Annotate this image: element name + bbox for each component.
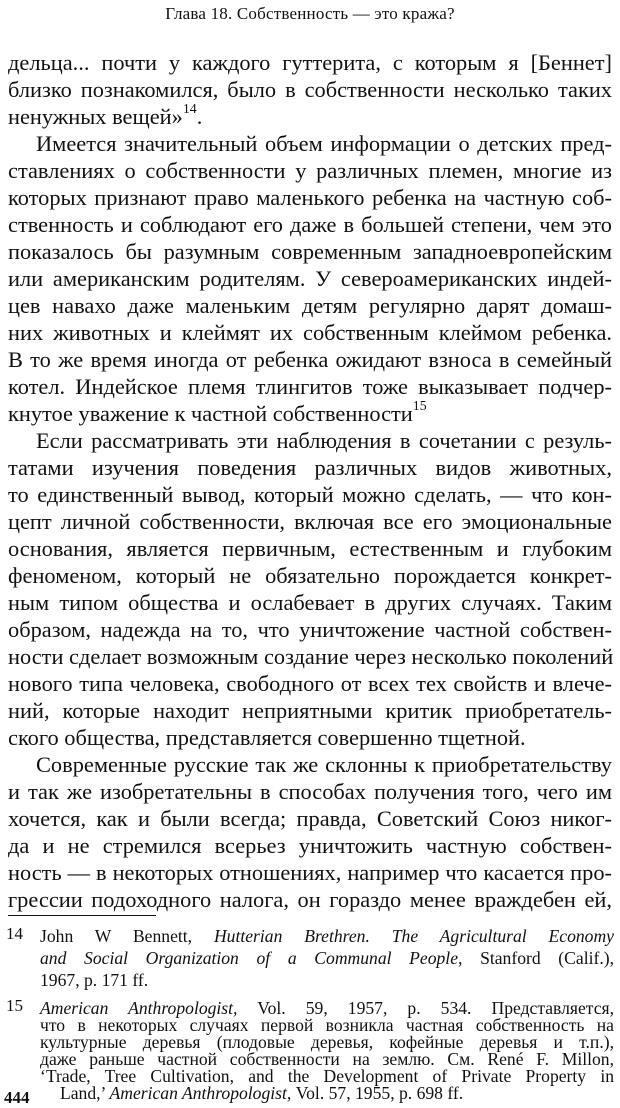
footnote-14-line (40, 950, 614, 968)
footnote-text: ‘Trade, Tree Cultivation, and the Development of Private Property in (40, 1066, 614, 1086)
footnote-title: Hutterian Brethren. The Agricultural Economy (213, 926, 614, 946)
body-line: образом, надежда на то, что уничтожение частной собствен- (8, 617, 612, 642)
body-line: то единственный вывод, который можно сделать, — что кон- (8, 482, 612, 507)
body-line: и так же изобретательны в способах получения того, чего им (8, 779, 612, 804)
body-line: В то же время иногда от ребенка ожидают взноса в семейный (8, 347, 612, 372)
footnote-number-14: 14 (6, 924, 23, 943)
footnote-journal: American Anthropologist, (40, 998, 238, 1018)
body-line: нового типа человека, свободного от всех тех свойств и влече- (8, 671, 612, 696)
body-line: ности сделает возможным создание через несколько поколений (8, 644, 614, 669)
body-line-text: ненужных вещей» (8, 104, 183, 129)
footnote-14-line (40, 928, 614, 946)
body-line: ставлениях о собственности у различных племен, многие из (8, 158, 612, 183)
body-line: хочется, как и были всегда; правда, Советский Союз никог- (8, 806, 612, 831)
body-line: грессии подоходного налога, он гораздо менее враждебен ей, (8, 887, 612, 912)
footnote-citation: Vol. 59, 1957, p. 534. Представляется, (257, 998, 614, 1018)
page-number: 444 (4, 1088, 30, 1107)
body-line: них животных и клеймят их собственным клеймом ребенка. (8, 320, 612, 345)
footnote-title: and Social Organization of a Communal People, (40, 948, 463, 968)
body-line: ского общества, представляется совершенно тщетной. (8, 725, 526, 750)
body-line: основания, является первичным, естественным и глубоким (8, 536, 612, 561)
running-header: Глава 18. Собственность — это кража? (165, 4, 455, 23)
footnote-15-line: культурные деревья (плодовые деревья, кофейные деревья и т.п.), (40, 1032, 614, 1052)
footnote-citation: Vol. 57, 1955, p. 698 ff. (295, 1083, 464, 1103)
footnote-journal: American Anthropologist, (109, 1083, 296, 1103)
body-line: ственность и соблюдают его даже в большей степени, чем это (8, 212, 612, 237)
body-line (8, 399, 612, 426)
body-line: цепт личной собственности, включая все его эмоциональные (8, 509, 612, 534)
body-line: цев навахо даже маленьким детям регулярно дарят домаш- (8, 293, 612, 318)
body-line: котел. Индейское племя тлингитов тоже выказывает подчер- (8, 374, 612, 399)
footnote-ref-15[interactable]: 15 (412, 399, 427, 415)
body-line: ность — в некоторых отношениях, например что касается про- (8, 860, 612, 885)
footnote-15-line: даже раньше частной собственности на землю. См. René F. Millon, (40, 1049, 614, 1069)
body-line: татами изучения поведения различных видов животных, (8, 455, 612, 480)
footnote-14-line: 1967, p. 171 ff. (40, 970, 149, 990)
footnote-author: John W Bennett, (40, 926, 193, 946)
body-line: Имеется значительный объем информации о детских пред- (36, 131, 612, 156)
footnote-ref-14[interactable]: 14 (182, 102, 197, 118)
body-line: или американским родителям. У североамериканских индей- (8, 266, 612, 291)
body-line: дельца... почти у каждого гуттерита, с которым я [Беннет] (8, 50, 612, 75)
footnote-text: Land,’ (60, 1083, 110, 1103)
body-line: феноменом, который не обязательно порождается конкрет- (8, 563, 612, 588)
body-line: ным типом общества и ослабевает в других случаях. Таким (8, 590, 612, 615)
body-line: которых признают право маленького ребенка на частную соб- (8, 185, 612, 210)
body-line-text: кнутое уважение к частной собственности (8, 401, 413, 426)
body-line: близко познакомился, было в собственности несколько таких (8, 77, 612, 102)
body-line: ний, которые находит неприятными критик приобретатель- (8, 698, 612, 723)
footnote-separator (8, 915, 156, 916)
footnote-place: Stanford (Calif.), (480, 948, 614, 968)
body-line: да и не стремился всерьез уничтожить частную собствен- (8, 833, 612, 858)
footnote-15-line: что в некоторых случаях первой возникла частная собственность на (40, 1015, 614, 1035)
body-line: ненужных вещей»$^{14}$. (8, 102, 203, 129)
body-line: Современные русские так же склонны к приобретательству (36, 752, 612, 777)
footnote-number-15: 15 (6, 996, 23, 1015)
footnote-15-line (60, 1085, 520, 1103)
body-line: показалось бы разумным современным западноевропейским (8, 239, 612, 264)
body-line: Если рассматривать эти наблюдения в сочетании с резуль- (36, 428, 612, 453)
